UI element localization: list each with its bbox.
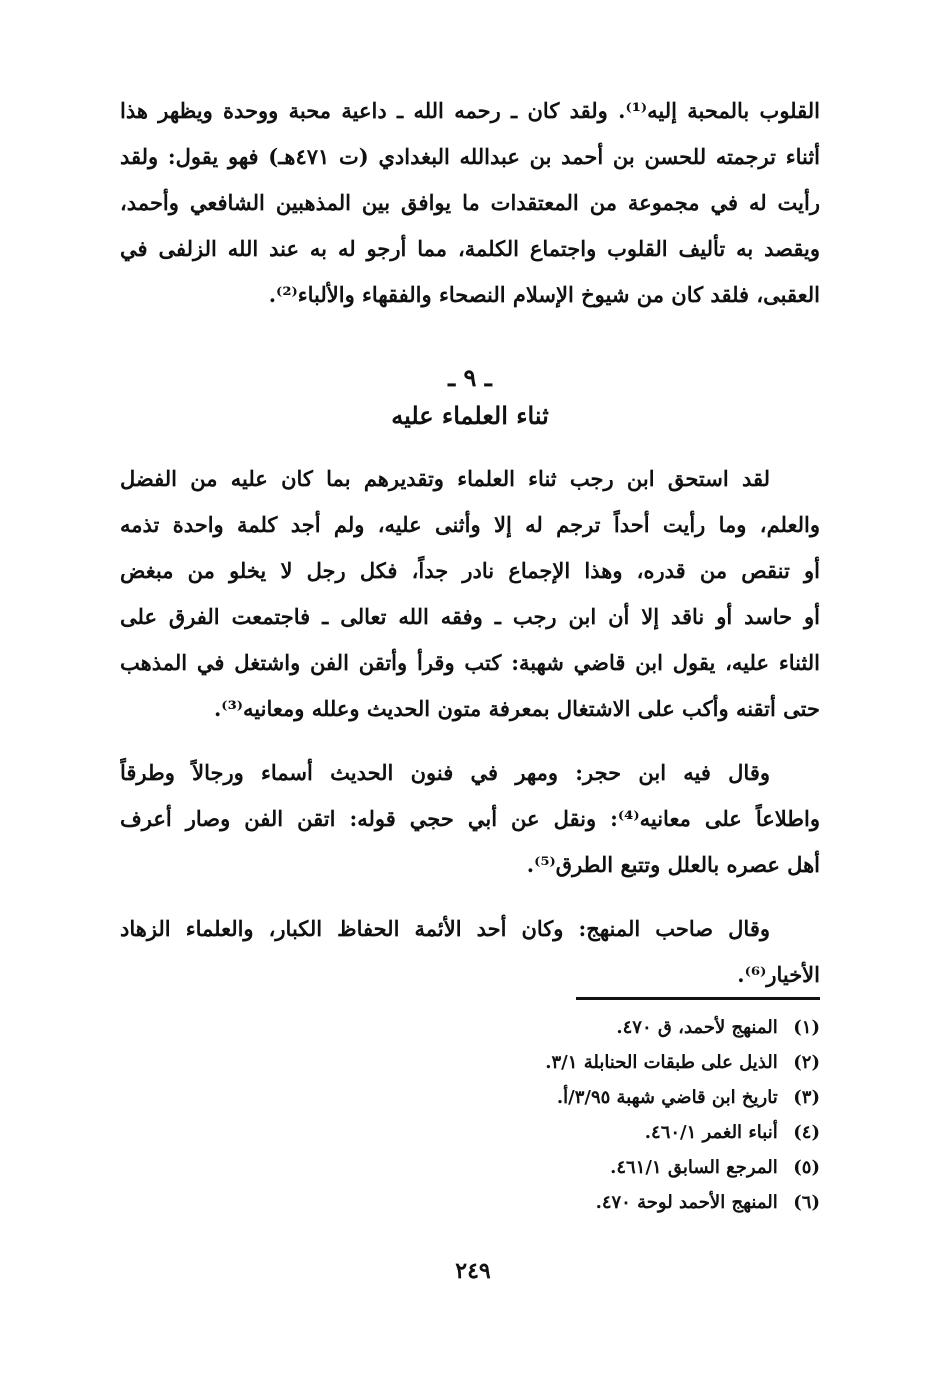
section-title: ثناء العلماء عليه — [391, 401, 549, 430]
footnote-number: (٢) — [793, 1052, 820, 1073]
footnote-number: (٤) — [793, 1122, 820, 1143]
text-line: ويقصد به تأليف القلوب واجتماع الكلمة، مما أرجو له به عند الله الزلفى في — [120, 236, 820, 261]
text-line: أو تنقص من قدره، وهذا الإجماع نادر جداً، فكل رجل لا يخلو من مبغض — [120, 558, 820, 583]
text-line: أهل عصره بالعلل وتتبع الطرق⁽⁵⁾. — [526, 852, 820, 877]
text-line: الأخيار⁽⁶⁾. — [737, 962, 820, 987]
footnote-text: تاريخ ابن قاضي شهبة ٣/٩٥/أ. — [556, 1087, 778, 1108]
text-line: أو حاسد أو ناقد إلا أن ابن رجب ـ وفقه الله تعالى ـ فاجتمعت الفرق على — [120, 604, 820, 629]
text-line: لقد استحق ابن رجب ثناء العلماء وتقديرهم بما كان عليه من الفضل — [120, 466, 770, 491]
page-body — [120, 88, 820, 998]
footnote-number: (١) — [793, 1017, 820, 1038]
text-line: وقال فيه ابن حجر: ومهر في فنون الحديث أسماء ورجالاً وطرقاً — [120, 760, 770, 785]
intro-paragraph — [120, 88, 820, 318]
text-line: واطلاعاً على معانيه⁽⁴⁾: ونقل عن أبي حجي قوله: اتقن الفن وصار أعرف — [120, 806, 820, 831]
footnote-item — [400, 1010, 820, 1045]
text-line: أثناء ترجمته للحسن بن أحمد بن عبدالله البغدادي (ت ٤٧١هـ) فهو يقول: ولقد — [120, 144, 820, 169]
footnote-item — [400, 1150, 820, 1185]
paragraph-praise — [120, 456, 820, 732]
text-line: وقال صاحب المنهج: وكان أحد الأئمة الحفاظ الكبار، والعلماء الزهاد — [120, 916, 770, 941]
footnote-item — [400, 1115, 820, 1150]
footnote-number: (٦) — [793, 1192, 820, 1213]
footnote-item — [400, 1080, 820, 1115]
footnote-number: (٥) — [793, 1157, 820, 1178]
paragraph-manhaj — [120, 906, 820, 998]
footnotes — [400, 1010, 820, 1220]
text-line: رأيت له في مجموعة من المعتقدات ما يوافق بين المذهبين الشافعي وأحمد، — [120, 190, 820, 215]
paragraph-ibn-hajar — [120, 750, 820, 888]
footnote-text: المنهج الأحمد لوحة ٤٧٠. — [595, 1192, 778, 1213]
page-number: ٢٤٩ — [455, 1258, 491, 1284]
text-line: الثناء عليه، يقول ابن قاضي شهبة: كتب وقرأ وأتقن الفن واشتغل في المذهب — [120, 650, 820, 675]
text-line: العقبى، فلقد كان من شيوخ الإسلام النصحاء والفقهاء والألباء⁽²⁾. — [268, 282, 820, 307]
footnote-item — [400, 1045, 820, 1080]
text-line: القلوب بالمحبة إليه⁽¹⁾. ولقد كان ـ رحمه الله ـ داعية محبة ووحدة ويظهر هذا — [120, 98, 820, 123]
footnote-text: الذيل على طبقات الحنابلة ٣/١. — [545, 1052, 778, 1073]
text-line: حتى أتقنه وأكب على الاشتغال بمعرفة متون الحديث وعلله ومعانيه⁽³⁾. — [214, 696, 820, 721]
footnote-divider — [576, 997, 820, 1000]
footnote-text: أنباء الغمر ٤٦٠/١. — [644, 1122, 778, 1143]
text-line: والعلم، وما رأيت أحداً ترجم له إلا وأثنى عليه، ولم أجد كلمة واحدة تذمه — [120, 512, 820, 537]
footnote-item — [400, 1185, 820, 1220]
footnote-number: (٣) — [793, 1087, 820, 1108]
footnote-text: المرجع السابق ٤٦١/١. — [610, 1157, 778, 1178]
footnote-text: المنهج لأحمد، ق ٤٧٠. — [616, 1017, 778, 1038]
section-number: ـ ٩ ـ — [448, 363, 492, 392]
